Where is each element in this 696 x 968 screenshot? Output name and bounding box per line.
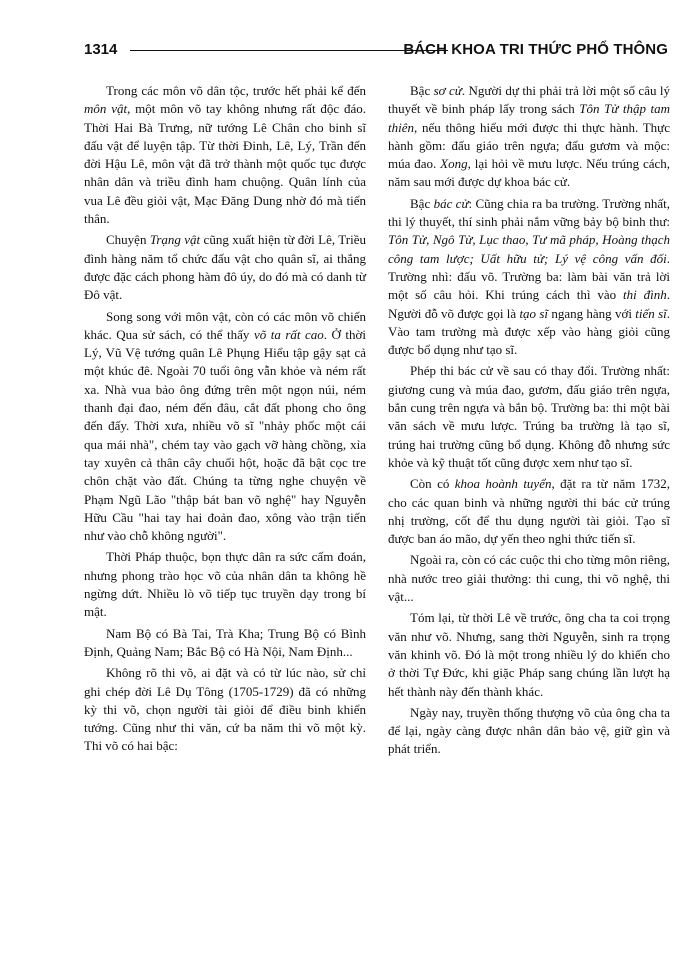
italic-term: bác cử — [433, 195, 469, 211]
paragraph — [84, 231, 366, 304]
paragraph: Phép thi bác cử về sau có thay đổi. Trường nhất: giương cung và múa đao, gươm, đấu giáo trên ngựa, bắn cung trên ngựa và bắn bộ. Trường ba: thi một bài văn sách về mưu lược. Trúng ba trường là tạo sĩ, trúng hai trường cũng bổ dụng. Không đỗ nhưng sức khỏe và kỹ thuật tốt cũng được xem như tạo sĩ. — [388, 363, 670, 470]
text-span: , lại hỏi về mưu lược. Nếu trúng cách, năm sau mới được dự khoa bác cử. — [388, 156, 671, 190]
paragraph: Thời Pháp thuộc, bọn thực dân ra sức cấm đoán, nhưng phong trào học võ của nhân dân ta không hề ngừng dứt. Nhiều lò võ tiếp tục truyền dạy trong bí mật. — [84, 549, 366, 620]
page-header — [84, 38, 668, 62]
text-span: . Trường nhì: đấu võ. Trường ba: làm bài văn trả lời một số câu hỏi. Khi trúng cách thì vào — [388, 250, 670, 303]
paragraph: Nam Bộ có Bà Tai, Trà Kha; Trung Bộ có Bình Định, Quảng Nam; Bắc Bộ có Hà Nội, Nam Định... — [84, 625, 366, 659]
header-rule — [130, 50, 448, 51]
left-column — [84, 82, 366, 759]
text-span: Chuyện — [106, 232, 150, 248]
paragraph — [84, 308, 366, 546]
italic-term: võ ta rất cao — [253, 326, 324, 342]
text-span: . Người đỗ võ được gọi là — [388, 287, 670, 321]
paragraph: Ngày nay, truyền thống thượng võ của ông cha ta để lại, ngày càng được nhân dân bảo vệ, giữ gìn và phát triển. — [388, 704, 670, 757]
italic-term: Trạng vật — [149, 232, 201, 248]
italic-term: môn vật — [84, 101, 128, 117]
page-number: 1314 — [84, 41, 118, 58]
right-column — [388, 82, 670, 762]
italic-term: tiến sĩ — [635, 305, 667, 321]
italic-term: Tôn Tử thập tam thiên — [388, 101, 670, 135]
italic-term: sơ cử — [433, 83, 462, 98]
italic-term: Tôn Tử, Ngô Tử, Lục thao, Tư mã pháp, Hoàng thạch công tam lược; Uất hữu tử; Lý vệ công vấn đối — [388, 232, 670, 266]
text-span: Trong các môn võ dân tộc, trước hết phải kể đến — [106, 83, 366, 98]
running-title: BÁCH KHOA TRI THỨC PHỔ THÔNG — [403, 41, 668, 58]
italic-term: Xong — [440, 156, 468, 172]
text-span: , đặt ra từ năm 1732, cho các quan binh và những người thi bác cử trúng nhị trường, cốt để thu dụng người tài giỏi. Tạo sĩ được ban áo mão, dự yến theo nghi thức tiến sĩ. — [388, 476, 671, 547]
paragraph — [388, 475, 670, 548]
text-span: Còn có — [410, 476, 455, 492]
text-span: , nếu thông hiểu mới được thi thực hành. Thực hành gồm: đấu giáo trên ngựa; đấu gươm và mộc: múa đao. — [388, 119, 670, 172]
text-span: Bậc — [410, 83, 434, 98]
italic-term: khoa hoành tuyển — [454, 476, 552, 492]
italic-term: thi đình — [623, 287, 667, 303]
text-span: . Vào tam trường mà được xếp vào hàng giỏi cũng được bổ dụng như tạo sĩ. — [388, 305, 670, 358]
text-span: Bậc — [410, 195, 434, 211]
paragraph: Ngoài ra, còn có các cuộc thi cho từng môn riêng, nhà nước treo giải thưởng: thi cung, thi võ nghệ, thi vật... — [388, 552, 670, 605]
text-span: cũng xuất hiện từ đời Lê, Triều đình hàng năm tổ chức đấu vật cho quân sĩ, ai thắng được đặc cách phong hàm đô úy, do đó mà có danh từ Đô vật. — [84, 232, 366, 303]
text-span: ngang hàng với — [548, 305, 636, 321]
text-span: : Cũng chia ra ba trường. Trường nhất, thi lý thuyết, thí sinh phải nắm vững bảy bộ binh thư: — [388, 195, 670, 230]
text-span: , một môn võ tay không nhưng rất độc đáo. Thời Hai Bà Trưng, nữ tướng Lê Chân cho binh sĩ đấu vật để luyện tập. Từ thời Đinh, Lê, Lý, Trần đến đời Hậu Lê, môn vật đã trở thành một quốc tục được nhân dân và triều đình ham chuộng. Quân lính của vua Lê đều giỏi vật, Mạc Đăng Dung nhờ đó mà tiến thân. — [84, 101, 366, 227]
text-span: Song song với môn vật, còn có các môn võ chiến khác. Qua sử sách, có thể thấy — [84, 308, 366, 342]
paragraph — [388, 195, 670, 360]
paragraph — [84, 82, 366, 228]
text-span: . Ở thời Lý, Vũ Vệ tướng quân Lê Phụng Hiểu tập gậy sạt cả một khúc đê. Ngoài 70 tuổi ông vẫn khỏe và ném rất xa. Nhà vua bảo ông đứng trên một ngọn núi, ném thanh đại đao, ném đến đâu, cắt đất phong cho ông đến đấy. Thời xưa, nhiều võ sĩ "nhảy phốc một cái qua mái nhà", chém tay vào gạch vỡ hàng chồng, xỉa tay xuyên cả thân cây chuối hột, hoặc đã bật cọc tre chôn chặt vào đất. Chúng ta từng nghe chuyện về Phạm Ngũ Lão "thập bát ban võ nghệ" hay Nguyễn Hữu Cầu "hai tay hai đoản đao, xông vào trận tiến như vào chỗ không người". — [84, 326, 366, 544]
italic-term: tạo sĩ — [519, 305, 549, 321]
text-span: . Người dự thi phải trả lời một số câu lý thuyết về binh pháp lấy trong sách — [388, 83, 670, 117]
paragraph: Tóm lại, từ thời Lê về trước, ông cha ta coi trọng văn như võ. Nhưng, sang thời Nguyễn, sinh ra trọng văn khinh võ. Đó là một trong nhiều lý do khiến cho ở thời Tự Đức, khi giặc Pháp sang chúng lần lượt hạ hết thành này đến thành khác. — [388, 610, 670, 699]
paragraph — [388, 82, 670, 192]
paragraph: Không rõ thi võ, ai đặt và có từ lúc nào, sử chỉ ghi chép đời Lê Dụ Tông (1705-1729) đã có những kỳ thi võ, chọn người tài giỏi để điều binh khiển tướng. Cũng như thi văn, cứ ba năm thi võ một kỳ. Thi võ có hai bậc: — [84, 665, 366, 754]
